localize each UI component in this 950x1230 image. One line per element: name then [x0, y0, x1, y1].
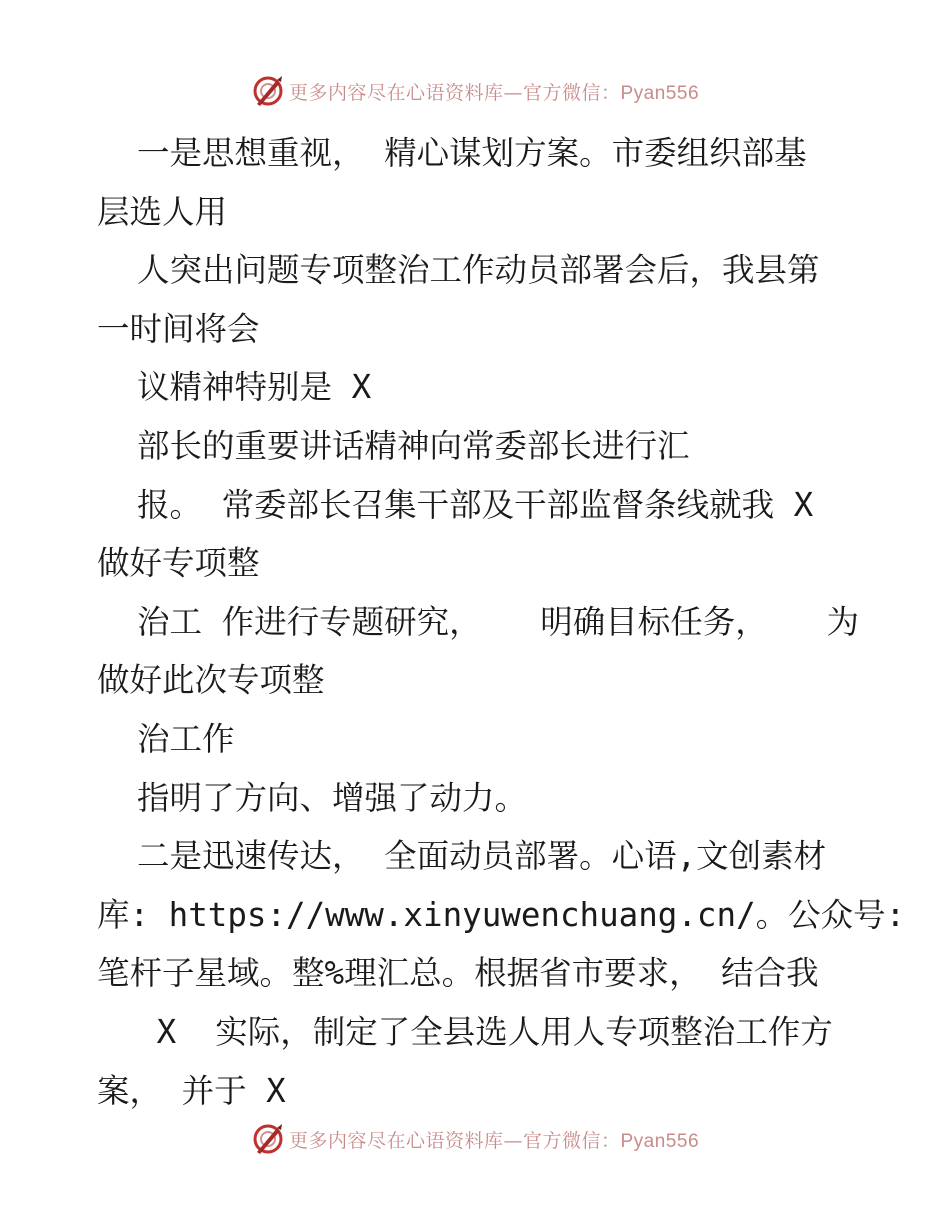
text-line: 报。 常委部长召集干部及干部监督条线就我 X	[137, 485, 814, 524]
text-line: 笔杆子星域。整%理汇总。根据省市要求， 结合我	[97, 954, 819, 993]
text-line: 层选人用	[97, 192, 228, 231]
banner-text: 更多内容尽在心语资料库—官方微信：Pyan556	[288, 81, 700, 104]
text-line: 做好专项整	[97, 544, 260, 583]
footer-watermark-banner	[0, 1119, 950, 1159]
text-line: 二是迅速传达， 全面动员部署。心语,文创素材	[137, 837, 827, 876]
wechat-id: Pyan556	[620, 82, 700, 104]
quill-logo-icon	[251, 74, 285, 108]
banner-text: 更多内容尽在心语资料库—官方微信：Pyan556	[288, 1129, 700, 1152]
text-line: 治工作	[137, 719, 235, 758]
text-line: 治工 作进行专题研究， 明确目标任务， 为	[137, 602, 859, 641]
quill-logo-icon	[251, 1122, 285, 1156]
text-line: 人突出问题专项整治工作动员部署会后，我县第	[137, 251, 820, 290]
text-line: 做好此次专项整	[97, 661, 325, 700]
header-watermark-banner	[0, 71, 950, 111]
text-line: 一时间将会	[97, 309, 260, 348]
text-line: X 实际，制定了全县选人用人专项整治工作方	[137, 1012, 833, 1051]
wechat-id: Pyan556	[620, 1130, 700, 1152]
text-line: 案， 并于 X	[97, 1071, 286, 1110]
text-line: 指明了方向、增强了动力。	[137, 778, 528, 817]
document-body	[97, 124, 906, 1120]
text-line: 一是思想重视， 精心谋划方案。市委组织部基	[137, 134, 807, 172]
text-line: 库: https://www.xinyuwenchuang.cn/。公众号:	[97, 895, 906, 934]
text-line: 议精神特别是 X	[137, 368, 372, 407]
text-line: 部长的重要讲话精神向常委部长进行汇	[137, 426, 690, 465]
